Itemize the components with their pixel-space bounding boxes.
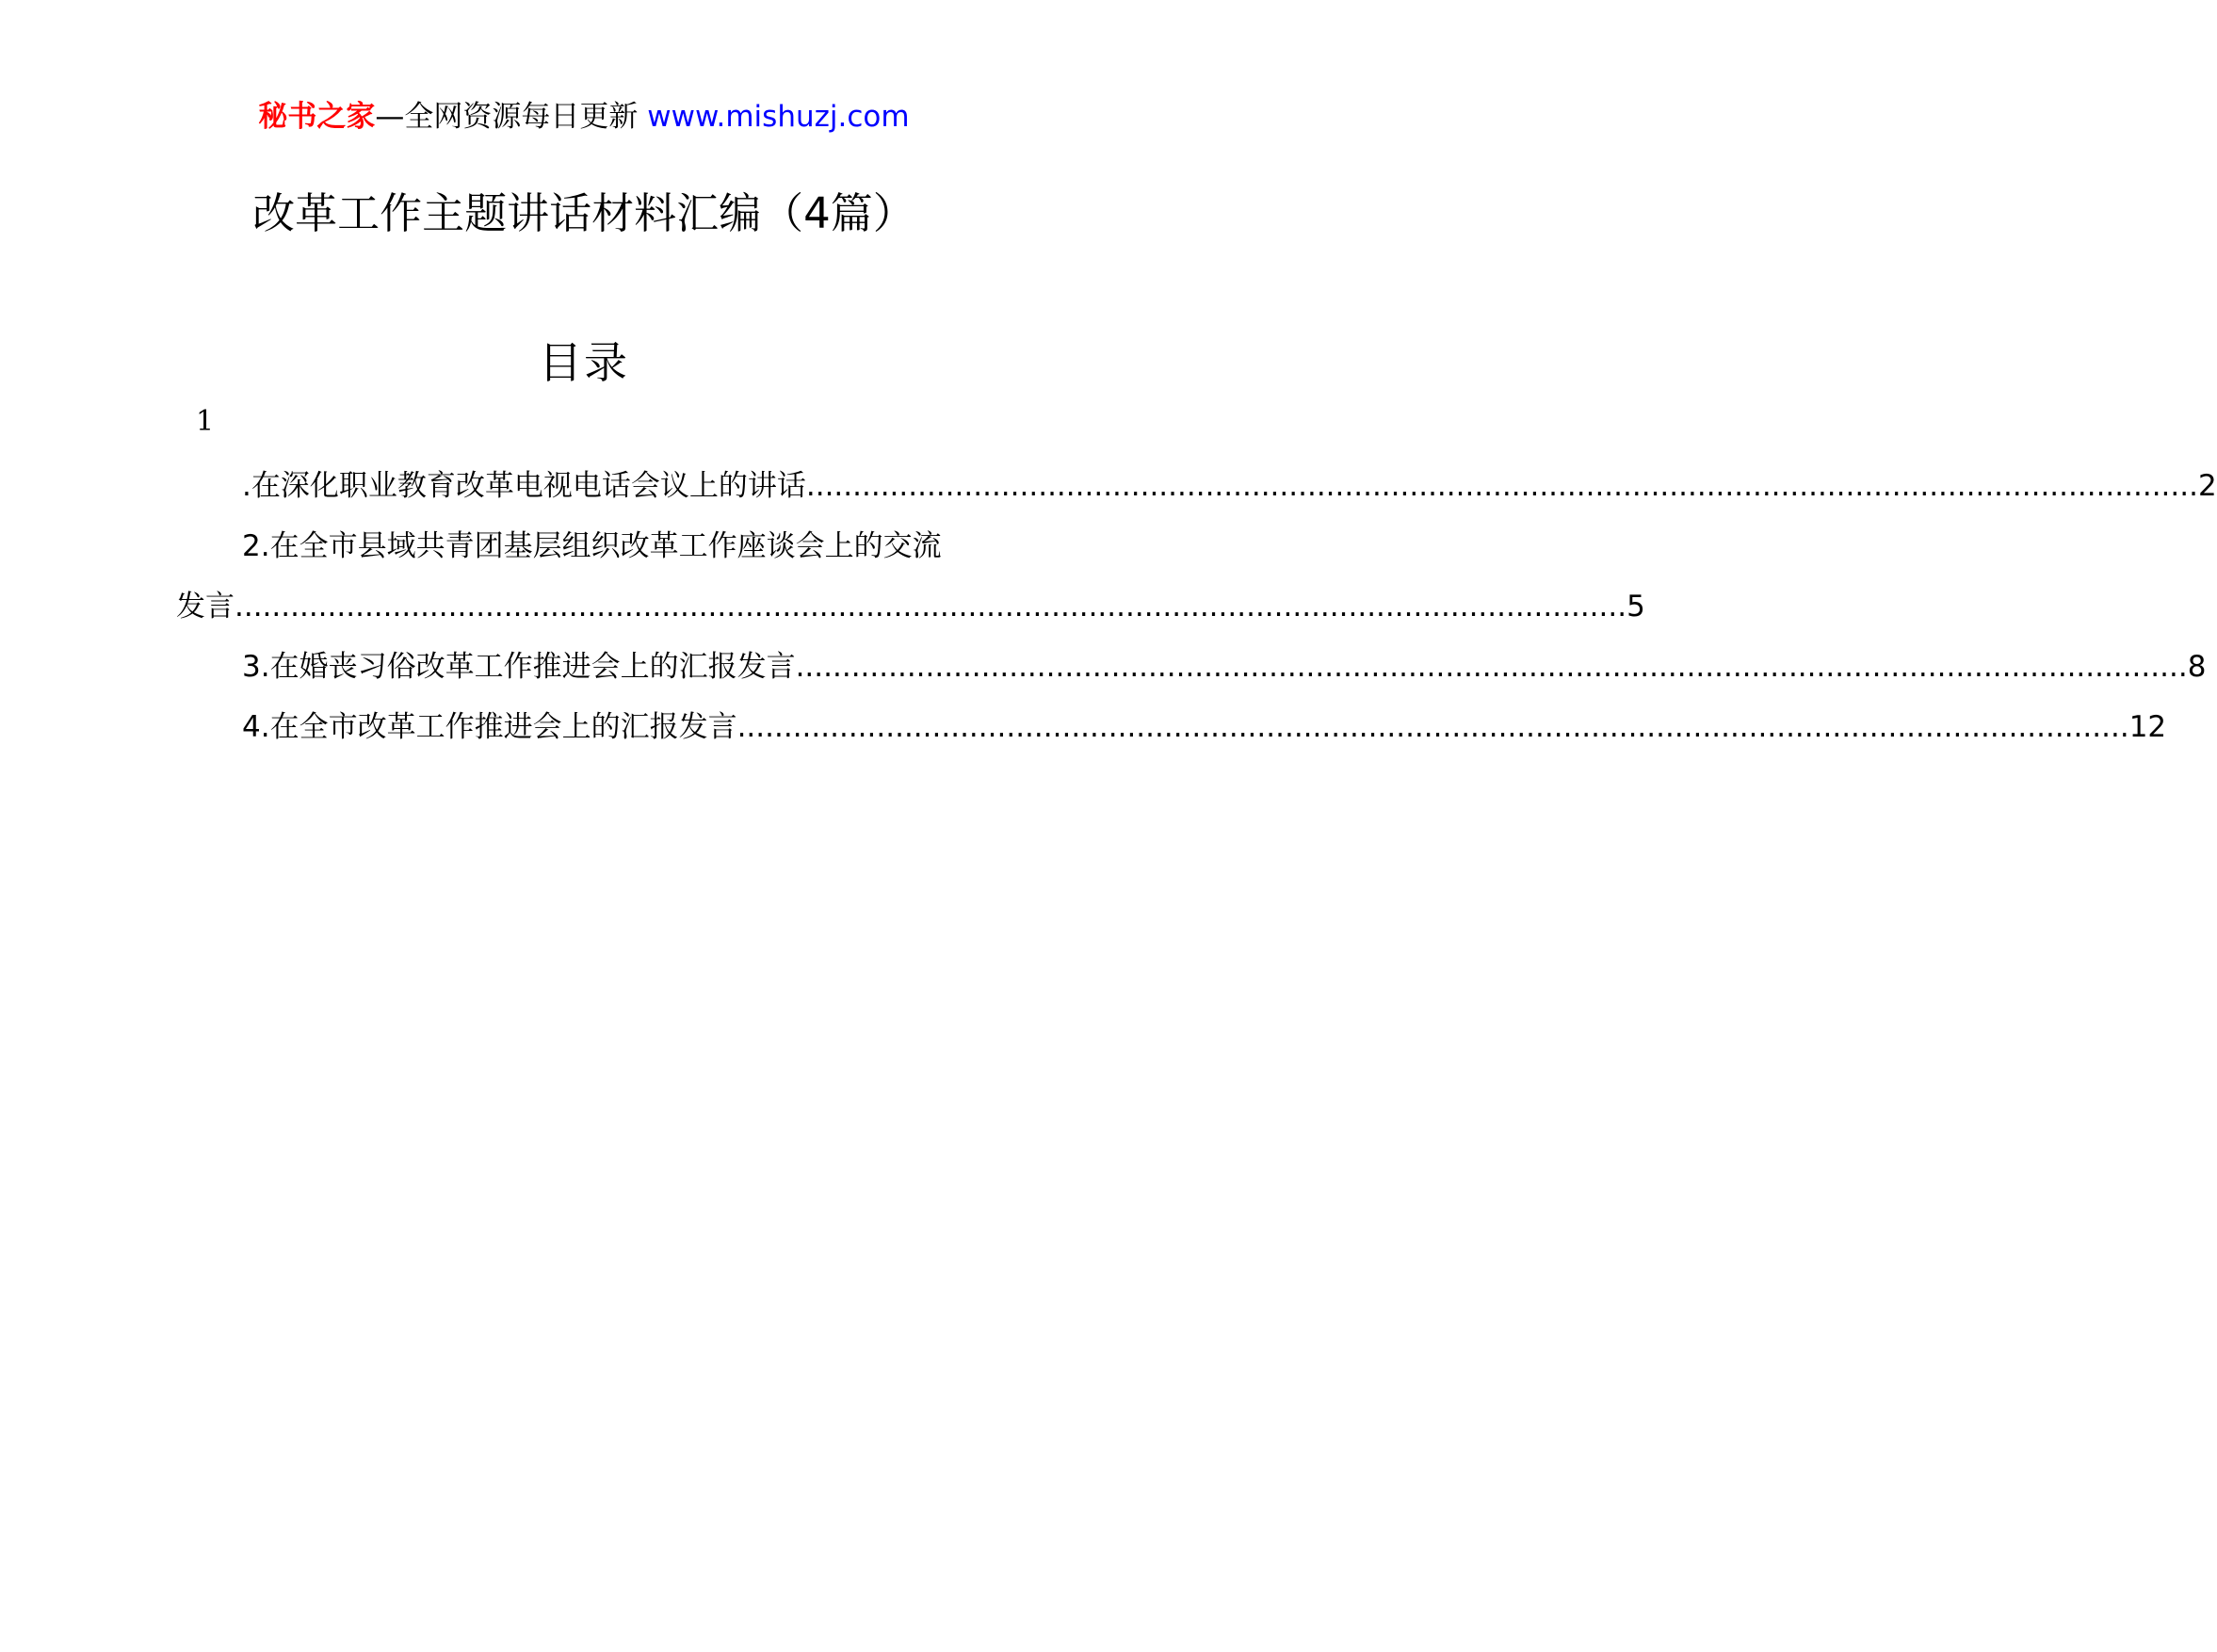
toc-entry-1[interactable] <box>242 465 2217 507</box>
toc-entry-text: 2.在全市县域共青团基层组织改革工作座谈会上的交流 <box>242 529 942 563</box>
toc-entry-3[interactable] <box>242 646 2207 688</box>
toc-page-number: 8 <box>2187 650 2207 684</box>
toc-page-number: 12 <box>2128 710 2167 744</box>
toc-heading: 目录 <box>539 337 629 388</box>
list-number: 1 <box>196 405 215 438</box>
toc-entry-text: 发言 <box>176 590 235 624</box>
brand-name: 秘书之家 <box>258 100 376 134</box>
toc-page-number: 2 <box>2197 469 2217 503</box>
page-header <box>0 98 1168 136</box>
toc-entry-text: .在深化职业教育改革电视电话会议上的讲话 <box>242 469 806 503</box>
toc-dot-leader: ...................................................................................................................................................... <box>805 469 2198 503</box>
toc-entry-2[interactable] <box>242 526 986 567</box>
toc-entry-2-continued[interactable] <box>176 586 1645 627</box>
site-url-link[interactable]: www.mishuzj.com <box>647 100 910 134</box>
toc-dot-leader: ...................................................................................................................................................... <box>235 590 1627 624</box>
toc-entry-text: 4.在全市改革工作推进会上的汇报发言 <box>242 710 737 744</box>
toc-page-number: 5 <box>1626 590 1645 624</box>
toc-dot-leader: ...................................................................................................................................................... <box>795 650 2188 684</box>
document-title: 改革工作主题讲话材料汇编（4篇） <box>252 188 915 238</box>
toc-entry-4[interactable] <box>242 706 2167 748</box>
header-slogan: —全网资源每日更新 <box>375 100 639 134</box>
toc-dot-leader: ...................................................................................................................................................... <box>736 710 2129 744</box>
toc-entry-text: 3.在婚丧习俗改革工作推进会上的汇报发言 <box>242 650 796 684</box>
